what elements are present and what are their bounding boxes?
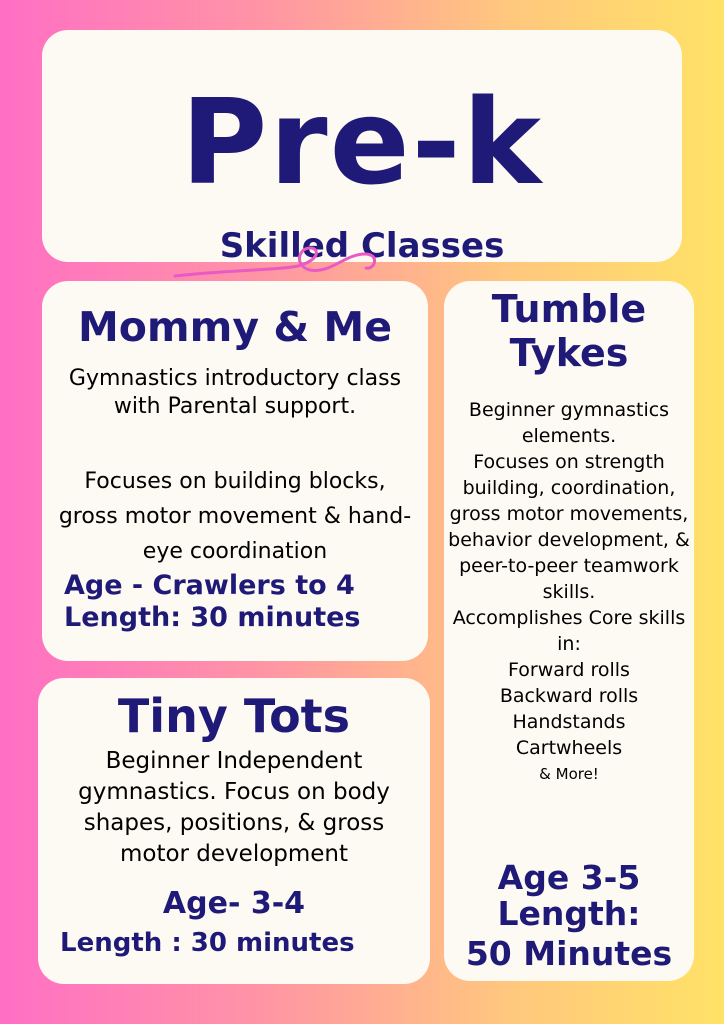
tumble-tykes-length-label: Length: bbox=[497, 894, 641, 933]
tiny-tots-age: Age- 3-4 bbox=[162, 886, 306, 921]
tumble-tykes-line: Accomplishes Core skills in: bbox=[452, 607, 686, 655]
page-subtitle: Skilled Classes bbox=[219, 226, 505, 266]
header-card bbox=[42, 30, 682, 266]
mommy-and-me-intro: Gymnastics introductory class with Parental support. bbox=[68, 366, 402, 419]
tumble-tykes-line: Focuses on strength building, coordination, gross motor movements, behavior development, & peer-to-peer teamwork skills. bbox=[448, 451, 690, 603]
mommy-and-me-focus: Focuses on building blocks, gross motor movement & hand-eye coordination bbox=[58, 469, 412, 564]
tumble-tykes-skill: Cartwheels bbox=[515, 737, 623, 759]
tumble-tykes-skill: Forward rolls bbox=[508, 659, 630, 681]
tiny-tots-heading: Tiny Tots bbox=[117, 689, 351, 743]
mommy-and-me-length: Length: 30 minutes bbox=[64, 602, 361, 633]
tumble-tykes-heading-line-1: Tumble bbox=[491, 287, 647, 331]
tiny-tots-description: Beginner Independent gymnastics. Focus on body shapes, positions, & gross motor development bbox=[78, 748, 390, 867]
tumble-tykes-age: Age 3-5 bbox=[497, 858, 641, 897]
tiny-tots-card bbox=[38, 678, 430, 984]
tumble-tykes-description bbox=[446, 397, 692, 787]
tumble-tykes-heading bbox=[444, 287, 694, 375]
tumble-tykes-more: & More! bbox=[539, 765, 599, 783]
tiny-tots-length: Length : 30 minutes bbox=[60, 928, 355, 958]
tumble-tykes-skill: Handstands bbox=[512, 711, 626, 733]
mommy-and-me-age: Age - Crawlers to 4 bbox=[64, 570, 355, 601]
page-title: Pre-k bbox=[180, 73, 544, 211]
tumble-tykes-length-value: 50 Minutes bbox=[465, 934, 673, 973]
mommy-and-me-card bbox=[42, 281, 428, 661]
mommy-and-me-heading: Mommy & Me bbox=[77, 303, 393, 351]
tumble-tykes-heading-line-2: Tykes bbox=[509, 331, 629, 375]
tumble-tykes-line: Beginner gymnastics elements. bbox=[468, 399, 670, 447]
tumble-tykes-skill: Backward rolls bbox=[499, 685, 639, 707]
tumble-tykes-card bbox=[444, 281, 694, 981]
